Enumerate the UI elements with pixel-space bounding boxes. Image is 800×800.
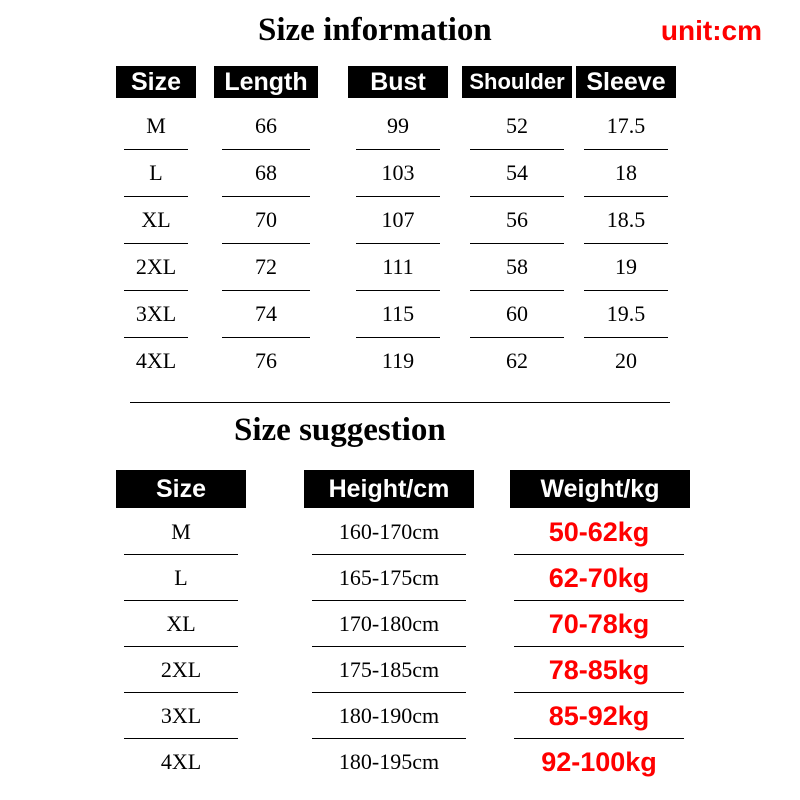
cell-underline: [356, 149, 440, 150]
cell-weight: 62-70kg: [548, 563, 650, 593]
cell-underline: [514, 738, 684, 739]
column-header-length: Length: [214, 66, 318, 98]
cell-height: 170-180cm: [338, 611, 440, 636]
cell-sleeve: 20: [615, 348, 637, 373]
table-row: [110, 202, 690, 249]
table-row: [110, 343, 690, 390]
cell-bust: 99: [387, 113, 409, 138]
cell-weight: 78-85kg: [548, 655, 650, 685]
cell-underline: [312, 600, 466, 601]
cell-underline: [514, 600, 684, 601]
cell-size: L: [149, 160, 163, 185]
cell-length: 74: [255, 301, 277, 326]
cell-size: 4XL: [160, 749, 202, 774]
cell-bust: 103: [381, 160, 415, 185]
cell-shoulder: 52: [506, 113, 528, 138]
cell-underline: [514, 692, 684, 693]
cell-height: 175-185cm: [338, 657, 440, 682]
cell-size: 3XL: [135, 301, 177, 326]
cell-shoulder: 54: [506, 160, 528, 185]
cell-sleeve: 18: [615, 160, 637, 185]
table-row: [110, 155, 690, 202]
title-row: [0, 12, 800, 56]
cell-size: 2XL: [160, 657, 202, 682]
column-header-sleeve: Sleeve: [576, 66, 676, 98]
cell-underline: [124, 337, 188, 338]
column-header-weight: Weight/kg: [510, 470, 690, 508]
table-row: [110, 108, 690, 155]
cell-length: 66: [255, 113, 277, 138]
table-row: [100, 744, 700, 790]
column-header-size: Size: [116, 66, 196, 98]
cell-underline: [124, 646, 238, 647]
cell-underline: [470, 196, 564, 197]
cell-size: M: [146, 113, 166, 138]
table-row: [100, 652, 700, 698]
cell-underline: [514, 554, 684, 555]
cell-weight: 92-100kg: [541, 747, 657, 777]
cell-underline: [124, 243, 188, 244]
cell-length: 68: [255, 160, 277, 185]
cell-sleeve: 17.5: [606, 113, 646, 138]
suggestion-header-row: [100, 470, 700, 514]
cell-underline: [124, 196, 188, 197]
cell-height: 165-175cm: [338, 565, 440, 590]
cell-bust: 115: [381, 301, 415, 326]
cell-underline: [514, 646, 684, 647]
cell-size: 4XL: [135, 348, 177, 373]
cell-bust: 111: [382, 254, 414, 279]
cell-weight: 85-92kg: [548, 701, 650, 731]
cell-size: XL: [141, 207, 171, 232]
cell-underline: [584, 290, 668, 291]
cell-height: 180-195cm: [338, 749, 440, 774]
column-header-height: Height/cm: [304, 470, 474, 508]
cell-height: 180-190cm: [338, 703, 440, 728]
cell-underline: [222, 337, 310, 338]
cell-length: 76: [255, 348, 277, 373]
cell-underline: [584, 337, 668, 338]
cell-size: XL: [166, 611, 196, 636]
cell-shoulder: 58: [506, 254, 528, 279]
cell-underline: [124, 738, 238, 739]
cell-underline: [356, 243, 440, 244]
table-row: [100, 606, 700, 652]
cell-underline: [222, 243, 310, 244]
size-table-header-row: [110, 66, 690, 102]
cell-underline: [124, 290, 188, 291]
table-row: [100, 514, 700, 560]
cell-weight: 50-62kg: [548, 517, 650, 547]
cell-underline: [312, 692, 466, 693]
cell-underline: [222, 149, 310, 150]
cell-sleeve: 18.5: [606, 207, 646, 232]
cell-underline: [470, 337, 564, 338]
cell-sleeve: 19.5: [606, 301, 646, 326]
cell-underline: [222, 196, 310, 197]
cell-size: 3XL: [160, 703, 202, 728]
cell-underline: [356, 337, 440, 338]
cell-size: M: [171, 519, 191, 544]
cell-underline: [312, 646, 466, 647]
cell-underline: [584, 243, 668, 244]
cell-length: 72: [255, 254, 277, 279]
cell-underline: [584, 149, 668, 150]
cell-weight: 70-78kg: [548, 609, 650, 639]
cell-underline: [312, 554, 466, 555]
cell-height: 160-170cm: [338, 519, 440, 544]
cell-bust: 119: [381, 348, 415, 373]
cell-underline: [356, 196, 440, 197]
column-header-bust: Bust: [348, 66, 448, 98]
page-title: Size information: [258, 12, 492, 48]
size-information-table: [110, 66, 690, 390]
unit-label: unit:cm: [660, 15, 762, 46]
table-row: [100, 560, 700, 606]
cell-shoulder: 62: [506, 348, 528, 373]
table-row: [100, 698, 700, 744]
cell-size: L: [174, 565, 188, 590]
cell-shoulder: 56: [506, 207, 528, 232]
cell-shoulder: 60: [506, 301, 528, 326]
cell-underline: [470, 149, 564, 150]
table-row: [110, 249, 690, 296]
cell-underline: [124, 149, 188, 150]
cell-underline: [124, 600, 238, 601]
cell-underline: [584, 196, 668, 197]
suggestion-title: Size suggestion: [234, 412, 446, 448]
cell-size: 2XL: [135, 254, 177, 279]
cell-underline: [470, 243, 564, 244]
cell-sleeve: 19: [615, 254, 637, 279]
cell-underline: [124, 692, 238, 693]
size-suggestion-table: [100, 470, 700, 790]
cell-length: 70: [255, 207, 277, 232]
cell-underline: [356, 290, 440, 291]
cell-bust: 107: [381, 207, 415, 232]
column-header-shoulder: Shoulder: [462, 66, 572, 98]
column-header-size: Size: [116, 470, 246, 508]
cell-underline: [312, 738, 466, 739]
table-row: [110, 296, 690, 343]
cell-underline: [124, 554, 238, 555]
cell-underline: [470, 290, 564, 291]
cell-underline: [222, 290, 310, 291]
section-divider: [130, 402, 670, 403]
